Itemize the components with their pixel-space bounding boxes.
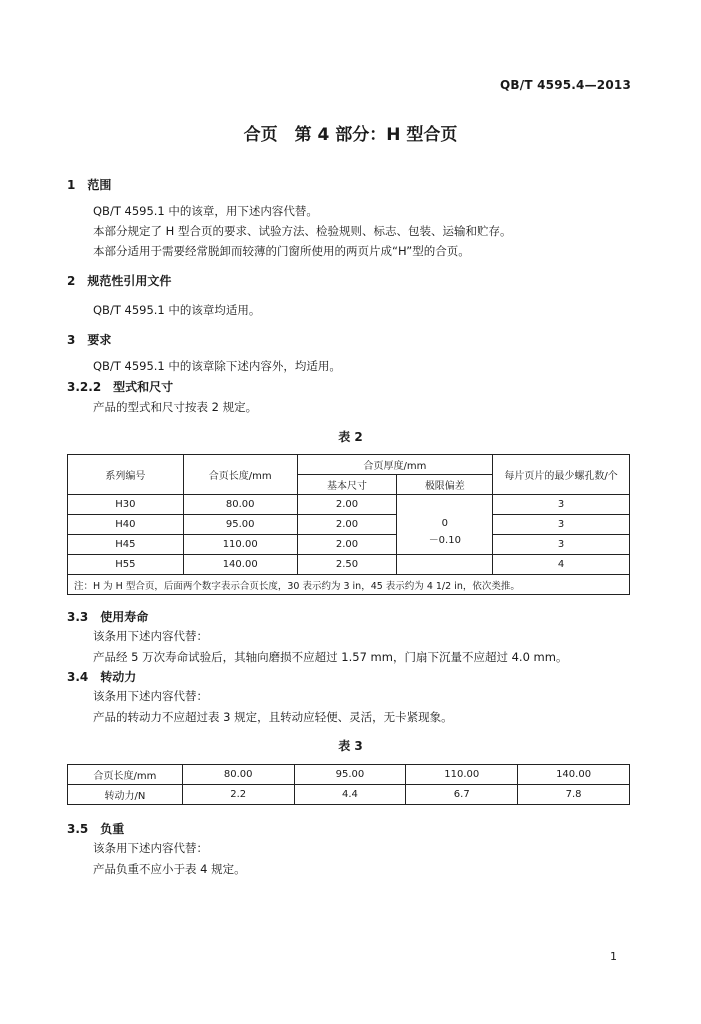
section-1-line-3: 本部分适用于需要经常脱卸而较薄的门窗所使用的两页片成“H”型的合页。 bbox=[93, 244, 470, 258]
table-cell: 3 bbox=[493, 515, 630, 535]
table-cell: H30 bbox=[68, 495, 184, 515]
table-row bbox=[68, 765, 630, 785]
section-1-heading: 1 范围 bbox=[67, 178, 112, 192]
table-cell: 80.00 bbox=[183, 495, 297, 515]
table-2-note: 注：H 为 H 型合页，后面两个数字表示合页长度，30 表示约为 3 in，45 表示约为 4 1/2 in，依次类推。 bbox=[68, 575, 630, 595]
table-cell: H55 bbox=[68, 555, 184, 575]
section-3-2-2-line-1: 产品的型式和尺寸按表 2 规定。 bbox=[93, 400, 258, 414]
table-2-header-thickness: 合页厚度/mm bbox=[297, 455, 493, 475]
table-cell: 2.50 bbox=[297, 555, 397, 575]
table-3-caption: 表 3 bbox=[338, 739, 363, 753]
table-cell: 3 bbox=[493, 535, 630, 555]
table-cell: H45 bbox=[68, 535, 184, 555]
table-2-header-basic: 基本尺寸 bbox=[297, 475, 397, 495]
table-cell-empty bbox=[397, 555, 493, 575]
table-3-row2-label: 转动力/N bbox=[68, 785, 183, 805]
table-cell: 2.00 bbox=[297, 495, 397, 515]
section-3-line-1: QB/T 4595.1 中的该章除下述内容外，均适用。 bbox=[93, 359, 341, 373]
table-2-caption: 表 2 bbox=[338, 430, 363, 444]
deviation-lower: －0.10 bbox=[428, 534, 461, 546]
section-3-5-line-1: 该条用下述内容代替： bbox=[93, 841, 208, 855]
section-3-heading: 3 要求 bbox=[67, 333, 112, 347]
section-3-4-heading: 3.4 转动力 bbox=[67, 670, 137, 684]
table-row bbox=[68, 555, 630, 575]
section-3-5-line-2: 产品负重不应小于表 4 规定。 bbox=[93, 862, 246, 876]
table-cell: 2.00 bbox=[297, 535, 397, 555]
section-3-4-line-2: 产品的转动力不应超过表 3 规定，且转动应轻便、灵活，无卡紧现象。 bbox=[93, 710, 453, 724]
section-3-2-2-heading: 3.2.2 型式和尺寸 bbox=[67, 380, 174, 394]
section-1-line-2: 本部分规定了 H 型合页的要求、试验方法、检验规则、标志、包装、运输和贮存。 bbox=[93, 224, 512, 238]
table-cell: 110.00 bbox=[183, 535, 297, 555]
table-2-header-series: 系列编号 bbox=[68, 455, 184, 495]
section-2-heading: 2 规范性引用文件 bbox=[67, 274, 172, 288]
table-row bbox=[68, 515, 630, 535]
table-cell: 140.00 bbox=[518, 765, 630, 785]
standard-number: QB/T 4595.4—2013 bbox=[500, 78, 631, 92]
section-1-line-1: QB/T 4595.1 中的该章，用下述内容代替。 bbox=[93, 204, 318, 218]
section-3-3-line-2: 产品经 5 万次寿命试验后，其轴向磨损不应超过 1.57 mm，门扇下沉量不应超过 4.0 mm。 bbox=[93, 650, 568, 664]
table-cell: 4.4 bbox=[294, 785, 406, 805]
table-cell: 7.8 bbox=[518, 785, 630, 805]
table-cell: 2.2 bbox=[182, 785, 294, 805]
table-row bbox=[68, 535, 630, 555]
table-row bbox=[68, 495, 630, 515]
table-row bbox=[68, 785, 630, 805]
table-cell: 4 bbox=[493, 555, 630, 575]
page-number: 1 bbox=[610, 950, 617, 963]
table-cell: 95.00 bbox=[294, 765, 406, 785]
table-2 bbox=[67, 454, 630, 595]
section-3-4-line-1: 该条用下述内容代替： bbox=[93, 689, 208, 703]
table-cell: 110.00 bbox=[406, 765, 518, 785]
table-cell: H40 bbox=[68, 515, 184, 535]
table-cell: 6.7 bbox=[406, 785, 518, 805]
section-3-3-heading: 3.3 使用寿命 bbox=[67, 610, 149, 624]
table-cell: 2.00 bbox=[297, 515, 397, 535]
document-title: 合页 第 4 部分：H 型合页 bbox=[243, 125, 458, 145]
table-cell: 80.00 bbox=[182, 765, 294, 785]
table-3 bbox=[67, 764, 630, 805]
table-3-row1-label: 合页长度/mm bbox=[68, 765, 183, 785]
section-3-3-line-1: 该条用下述内容代替： bbox=[93, 629, 208, 643]
section-3-5-heading: 3.5 负重 bbox=[67, 822, 125, 836]
table-2-header-deviation: 极限偏差 bbox=[397, 475, 493, 495]
section-2-line-1: QB/T 4595.1 中的该章均适用。 bbox=[93, 303, 261, 317]
table-2-header-holes: 每片页片的最少螺孔数/个 bbox=[493, 455, 630, 495]
deviation-upper: 0 bbox=[441, 517, 448, 529]
table-2-header-length: 合页长度/mm bbox=[183, 455, 297, 495]
table-cell: 140.00 bbox=[183, 555, 297, 575]
table-cell: 95.00 bbox=[183, 515, 297, 535]
table-cell: 3 bbox=[493, 495, 630, 515]
table-2-deviation-cell bbox=[397, 495, 493, 555]
